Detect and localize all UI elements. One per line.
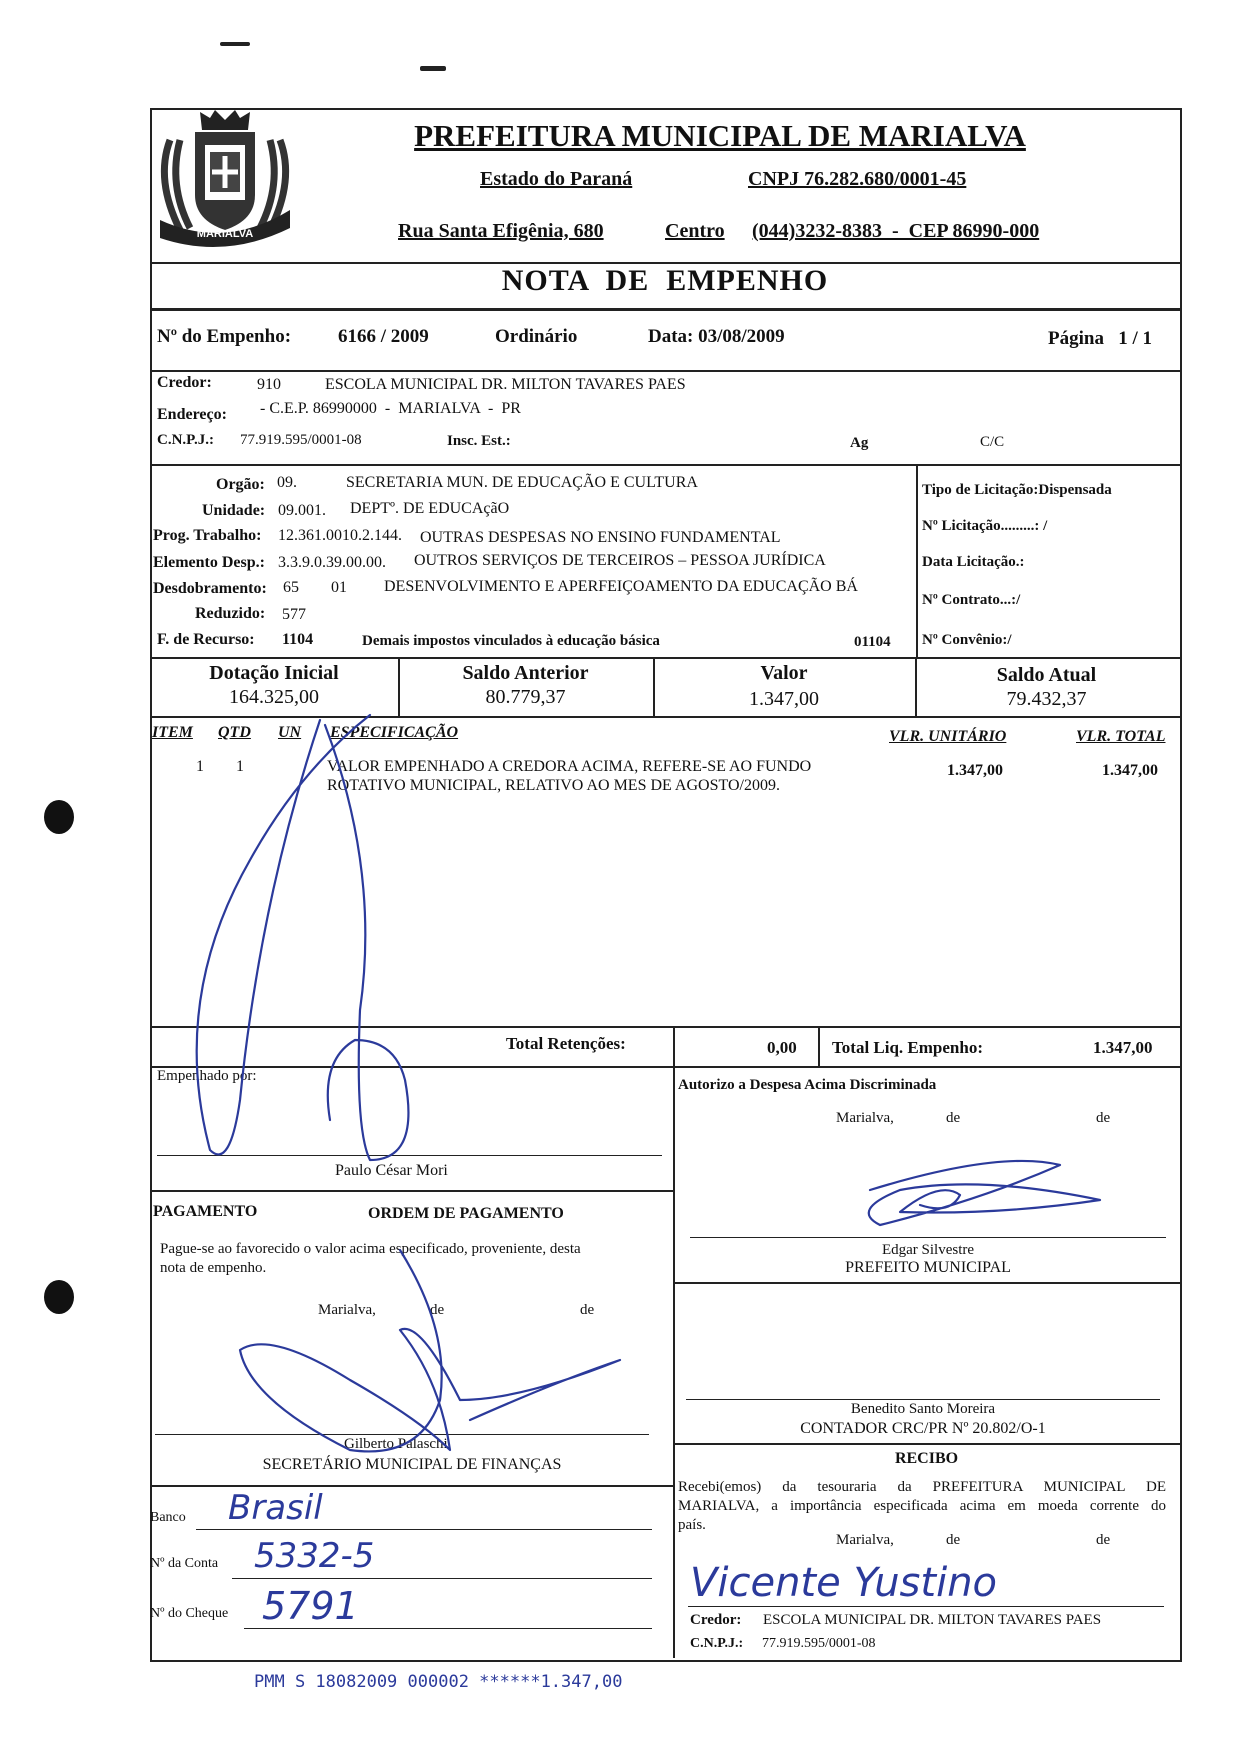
insc-est-label: Insc. Est.:: [447, 433, 511, 449]
address-label: Endereço:: [157, 406, 227, 423]
desdobramento-sub: 01: [331, 579, 347, 596]
elemento-code: 3.3.9.0.39.00.00.: [278, 554, 386, 571]
svg-text:MARIALVA: MARIALVA: [196, 228, 254, 240]
credor-address: - C.E.P. 86990000 - MARIALVA - PR: [260, 400, 521, 417]
ag-label: Ag: [850, 435, 869, 451]
document-type-title: NOTA DE EMPENHO: [501, 264, 829, 297]
state-name: Estado do Paraná: [480, 168, 633, 190]
district: Centro: [665, 220, 725, 242]
col-valor-total: VLR. TOTAL: [1076, 728, 1166, 745]
orgao-code: 09.: [277, 474, 297, 491]
saldo-anterior-label: Saldo Anterior: [462, 662, 589, 684]
pagamento-de2: de: [580, 1302, 595, 1318]
valor-value: 1.347,00: [749, 688, 819, 710]
licitacao-type: Tipo de Licitação:Dispensada: [922, 482, 1112, 498]
total-retencoes-value: 0,00: [767, 1038, 797, 1057]
credor-label: Credor:: [157, 374, 212, 391]
street-address: Rua Santa Efigênia, 680: [398, 220, 604, 242]
payment-stamp: PMM S 18082009 000002 ******1.347,00: [254, 1672, 623, 1692]
empenho-number-label: Nº do Empenho:: [157, 326, 292, 347]
recibo-credor-name: ESCOLA MUNICIPAL DR. MILTON TAVARES PAES: [763, 1612, 1102, 1628]
pagamento-de1: de: [430, 1302, 445, 1318]
saldo-atual-value: 79.432,37: [1006, 688, 1087, 710]
scan-mark: [420, 66, 446, 71]
page-number: Página 1 / 1: [1048, 328, 1152, 349]
recibo-cnpj-label: C.N.P.J.:: [690, 1636, 744, 1651]
empenho-type: Ordinário: [495, 326, 578, 347]
recibo-text-line3: país.: [678, 1517, 706, 1533]
fonte-recurso-label: F. de Recurso:: [157, 631, 255, 648]
punch-hole: [44, 1280, 74, 1314]
phone-cep: (044)3232-8383 - CEP 86990-000: [752, 220, 1040, 242]
secretario-name: Gilberto Palaschi: [344, 1436, 448, 1452]
recibo-credor-label: Credor:: [690, 1612, 742, 1628]
pagamento-label: PAGAMENTO: [153, 1203, 258, 1220]
prog-label: Prog. Trabalho:: [153, 527, 262, 544]
saldo-anterior-value: 80.779,37: [485, 686, 566, 708]
page-title: PREFEITURA MUNICIPAL DE MARIALVA: [414, 118, 1026, 153]
unidade-label: Unidade:: [202, 502, 266, 519]
elemento-name: OUTROS SERVIÇOS DE TERCEIROS – PESSOA JURÍDICA: [414, 552, 826, 569]
total-retencoes-label: Total Retenções:: [506, 1034, 626, 1053]
contador-name: Benedito Santo Moreira: [850, 1401, 996, 1417]
recibo-de2: de: [1096, 1532, 1111, 1548]
conta-label: Nº da Conta: [150, 1556, 219, 1571]
licitacao-number: Nº Licitação.........: /: [922, 518, 1048, 534]
fonte-recurso-code2: 01104: [854, 634, 891, 650]
ordem-pagamento-label: ORDEM DE PAGAMENTO: [368, 1205, 564, 1222]
col-valor-unitario: VLR. UNITÁRIO: [889, 728, 1007, 745]
autorizo-place: Marialva,: [836, 1110, 894, 1126]
orgao-label: Orgão:: [216, 476, 265, 493]
contract-number: Nº Contrato...:/: [922, 592, 1021, 608]
banco-handwritten: Brasil: [228, 1488, 323, 1528]
item-spec-line2: ROTATIVO MUNICIPAL, RELATIVO AO MES DE AGOSTO/2009.: [327, 777, 780, 794]
convenio-number: Nº Convênio:/: [922, 632, 1012, 648]
item-unit-value: 1.347,00: [947, 762, 1003, 779]
total-liquido-label: Total Liq. Empenho:: [832, 1038, 983, 1057]
scan-mark: [220, 42, 250, 46]
recibo-text-line1: Recebi(emos) da tesouraria da PREFEITURA MUNICIPAL DE: [678, 1479, 1166, 1495]
contador-role: CONTADOR CRC/PR Nº 20.802/O-1: [800, 1420, 1046, 1437]
elemento-label: Elemento Desp.:: [153, 554, 265, 571]
dotacao-inicial-label: Dotação Inicial: [209, 662, 339, 684]
total-liquido-value: 1.347,00: [1093, 1038, 1153, 1057]
col-especificacao: ESPECIFICAÇÃO: [330, 724, 459, 741]
recibo-text-line2: MARIALVA, a importância especificada acima em moeda corrente do: [678, 1498, 1166, 1514]
credor-code: 910: [257, 376, 281, 393]
prefeito-name: Edgar Silvestre: [881, 1242, 975, 1258]
municipal-crest-icon: [150, 110, 300, 258]
licitacao-date: Data Licitação.:: [922, 554, 1025, 570]
empenhado-por-name: Paulo César Mori: [335, 1162, 448, 1179]
desdobramento-label: Desdobramento:: [153, 580, 267, 597]
item-qtd: 1: [236, 758, 244, 775]
autorizo-label: Autorizo a Despesa Acima Discriminada: [678, 1077, 937, 1093]
credor-name: ESCOLA MUNICIPAL DR. MILTON TAVARES PAES: [325, 376, 686, 393]
fonte-recurso-name: Demais impostos vinculados à educação básica: [362, 633, 660, 649]
autorizo-de2: de: [1096, 1110, 1111, 1126]
orgao-name: SECRETARIA MUN. DE EDUCAÇÃO E CULTURA: [346, 474, 698, 491]
recibo-signature: Vicente Yustino: [690, 1560, 998, 1606]
recibo-de1: de: [946, 1532, 961, 1548]
credor-cnpj: 77.919.595/0001-08: [240, 432, 362, 448]
valor-label: Valor: [760, 662, 808, 684]
fonte-recurso-code: 1104: [282, 631, 314, 648]
reduzido-code: 577: [282, 606, 306, 623]
autorizo-de1: de: [946, 1110, 961, 1126]
pagamento-place: Marialva,: [318, 1302, 376, 1318]
col-item: ITEM: [152, 724, 193, 741]
desdobramento-name: DESENVOLVIMENTO E APERFEIÇOAMENTO DA EDUCAÇÃO BÁ: [384, 578, 858, 595]
saldo-atual-label: Saldo Atual: [996, 664, 1097, 686]
item-number: 1: [196, 758, 204, 775]
cheque-label: Nº do Cheque: [150, 1606, 229, 1621]
municipal-cnpj: CNPJ 76.282.680/0001-45: [748, 168, 967, 190]
pagamento-text-line2: nota de empenho.: [160, 1260, 267, 1276]
recibo-title: RECIBO: [894, 1450, 959, 1467]
recibo-place: Marialva,: [836, 1532, 894, 1548]
cnpj-label: C.N.P.J.:: [157, 432, 214, 448]
col-un: UN: [278, 724, 302, 741]
unidade-code: 09.001.: [278, 502, 326, 519]
item-total-value: 1.347,00: [1102, 762, 1158, 779]
empenho-date: Data: 03/08/2009: [648, 326, 785, 347]
punch-hole: [44, 800, 74, 834]
pagamento-text-line1: Pague-se ao favorecido o valor acima especificado, proveniente, desta: [160, 1241, 581, 1257]
unidade-name: DEPTº. DE EDUCAçãO: [350, 500, 510, 517]
empenhado-por-label: Empenhado por:: [157, 1068, 257, 1084]
empenho-number: 6166 / 2009: [338, 326, 429, 347]
prefeito-role: PREFEITO MUNICIPAL: [845, 1259, 1011, 1276]
conta-handwritten: 5332-5: [254, 1536, 375, 1576]
cc-label: C/C: [980, 434, 1005, 450]
col-qtd: QTD: [218, 724, 251, 741]
dotacao-inicial-value: 164.325,00: [229, 686, 319, 708]
secretario-role: SECRETÁRIO MUNICIPAL DE FINANÇAS: [262, 1456, 562, 1473]
cheque-handwritten: 5791: [262, 1584, 359, 1628]
reduzido-label: Reduzido:: [195, 605, 266, 622]
recibo-cnpj: 77.919.595/0001-08: [762, 1636, 876, 1651]
banco-label: Banco: [150, 1510, 186, 1525]
desdobramento-code: 65: [283, 579, 299, 596]
item-spec-line1: VALOR EMPENHADO A CREDORA ACIMA, REFERE-SE AO FUNDO: [327, 758, 812, 775]
prog-code: 12.361.0010.2.144.: [278, 527, 402, 544]
prog-name: OUTRAS DESPESAS NO ENSINO FUNDAMENTAL: [420, 529, 781, 546]
